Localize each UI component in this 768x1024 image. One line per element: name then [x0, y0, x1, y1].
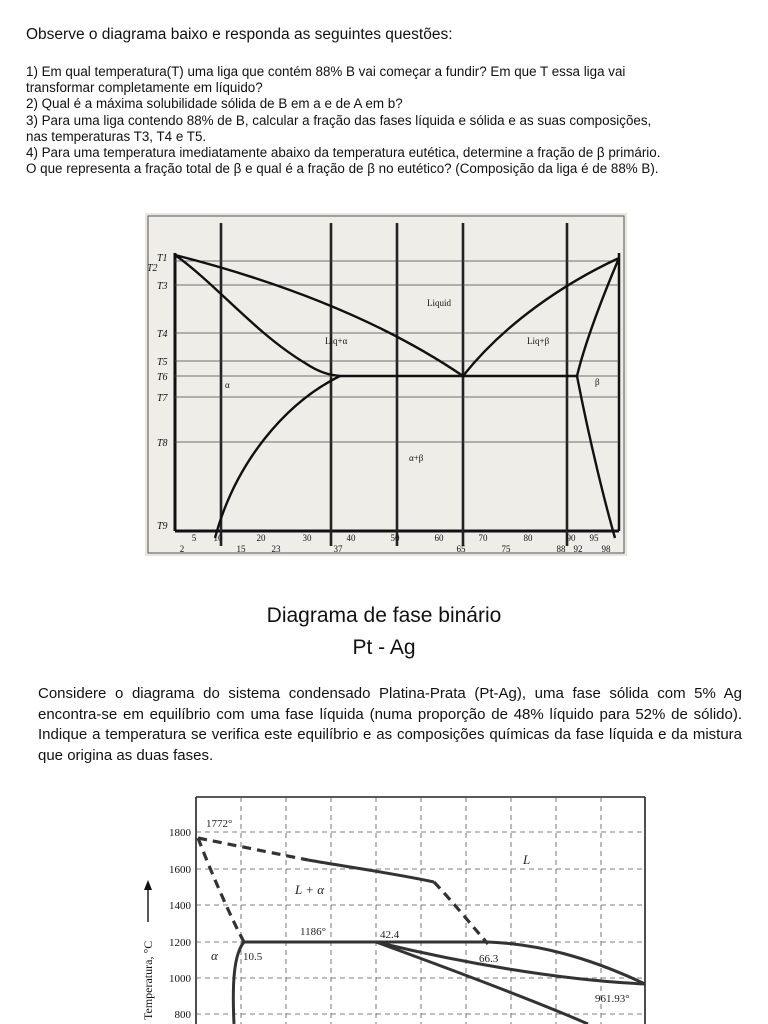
tick-label: 50: [390, 533, 400, 543]
question-line: 3) Para uma liga contendo 88% de B, calcular a fração das fases líquida e sólida e as suas composições,: [26, 112, 652, 128]
tick-label: 90: [566, 533, 576, 543]
tick-label: 95: [589, 533, 599, 543]
question-line: O que representa a fração total de β e qual é a fração de β no eutético? (Composição da liga é de 88% B).: [26, 161, 659, 177]
t-label: T5: [157, 357, 168, 368]
t-label: T6: [157, 372, 168, 383]
annotation-961: 961.93°: [595, 993, 630, 1005]
region-alpha: α: [211, 948, 218, 963]
region-alpha-beta: α+β: [409, 453, 424, 463]
question-line: transformar completamente em líquido?: [26, 80, 263, 96]
tick-label: 92: [573, 544, 583, 554]
question-line: 2) Qual é a máxima solubilidade sólida de B em a e de A em b?: [26, 96, 403, 112]
problem-paragraph: Considere o diagrama do sistema condensado Platina-Prata (Pt-Ag), uma fase sólida com 5% Ag encontra-se em equilíbrio com uma fase líquida (numa proporção de 48% líquido para 52% de sólido). Indique a temperatura se verifica este equilíbrio e as composições químicas da fase líquida e da mistura que origina as duas fases.: [38, 685, 742, 764]
t-label: T1: [157, 253, 168, 264]
tick-label: 20: [256, 533, 266, 543]
question-list: [26, 64, 746, 177]
tick-label: 37: [333, 544, 343, 554]
region-beta: β: [595, 377, 600, 387]
t-label: T8: [157, 438, 168, 449]
t-label: T9: [157, 521, 168, 532]
y-tick-label: 1800: [169, 827, 191, 839]
region-liquid: Liquid: [427, 298, 451, 308]
tick-label: 88: [556, 544, 566, 554]
region-liquid: L: [523, 852, 531, 867]
t-label: T4: [157, 329, 168, 340]
y-tick-label: 1000: [169, 973, 191, 985]
tick-label: 65: [456, 544, 466, 554]
section-title: Diagrama de fase binário: [266, 604, 502, 627]
tick-label: 10: [213, 533, 223, 543]
region-alpha: α: [225, 380, 230, 390]
y-tick-label: 1200: [169, 937, 191, 949]
region-l-alpha: L + α: [295, 882, 325, 897]
tick-label: 40: [346, 533, 356, 543]
t-label: T2: [147, 263, 158, 274]
tick-label: 75: [501, 544, 511, 554]
region-liq-beta: Liq+β: [527, 336, 550, 346]
t-label: T3: [157, 281, 168, 292]
y-tick-label: 1400: [169, 900, 191, 912]
tick-label: 60: [434, 533, 444, 543]
tick-label: 30: [302, 533, 312, 543]
region-liq-alpha: Liq+α: [325, 336, 348, 346]
tick-label: 5: [191, 533, 197, 543]
section-subtitle: Pt - Ag: [352, 636, 416, 659]
tick-label: 15: [236, 544, 246, 554]
tick-label: 2: [179, 544, 185, 554]
y-tick-label: 800: [174, 1009, 191, 1021]
annotation-1772: 1772°: [206, 818, 233, 830]
tick-label: 23: [271, 544, 281, 554]
annotation-10: 10.5: [243, 951, 263, 963]
question-line: 1) Em qual temperatura(T) uma liga que contém 88% B vai começar a fundir? Em que T essa liga vai: [26, 64, 626, 79]
question-line: 4) Para uma temperatura imediatamente abaixo da temperatura eutética, determine a fração de β primário.: [26, 145, 661, 161]
annotation-42: 42.4: [380, 929, 400, 941]
arrow-up-icon: [144, 880, 152, 922]
intro-text: Observe o diagrama baixo e responda as seguintes questões:: [26, 26, 453, 43]
annotation-1186: 1186°: [300, 926, 326, 938]
tick-label: 70: [478, 533, 488, 543]
annotation-66: 66.3: [479, 953, 499, 965]
pt-ag-phase-diagram: [138, 792, 650, 1024]
eutectic-phase-diagram: [145, 213, 627, 556]
tick-label: 80: [523, 533, 533, 543]
t-label: T7: [157, 393, 168, 404]
question-line: nas temperaturas T3, T4 e T5.: [26, 128, 207, 144]
y-tick-label: 1600: [169, 864, 191, 876]
y-axis-label: Temperatura, °C: [141, 940, 155, 1020]
tick-label: 98: [601, 544, 611, 554]
